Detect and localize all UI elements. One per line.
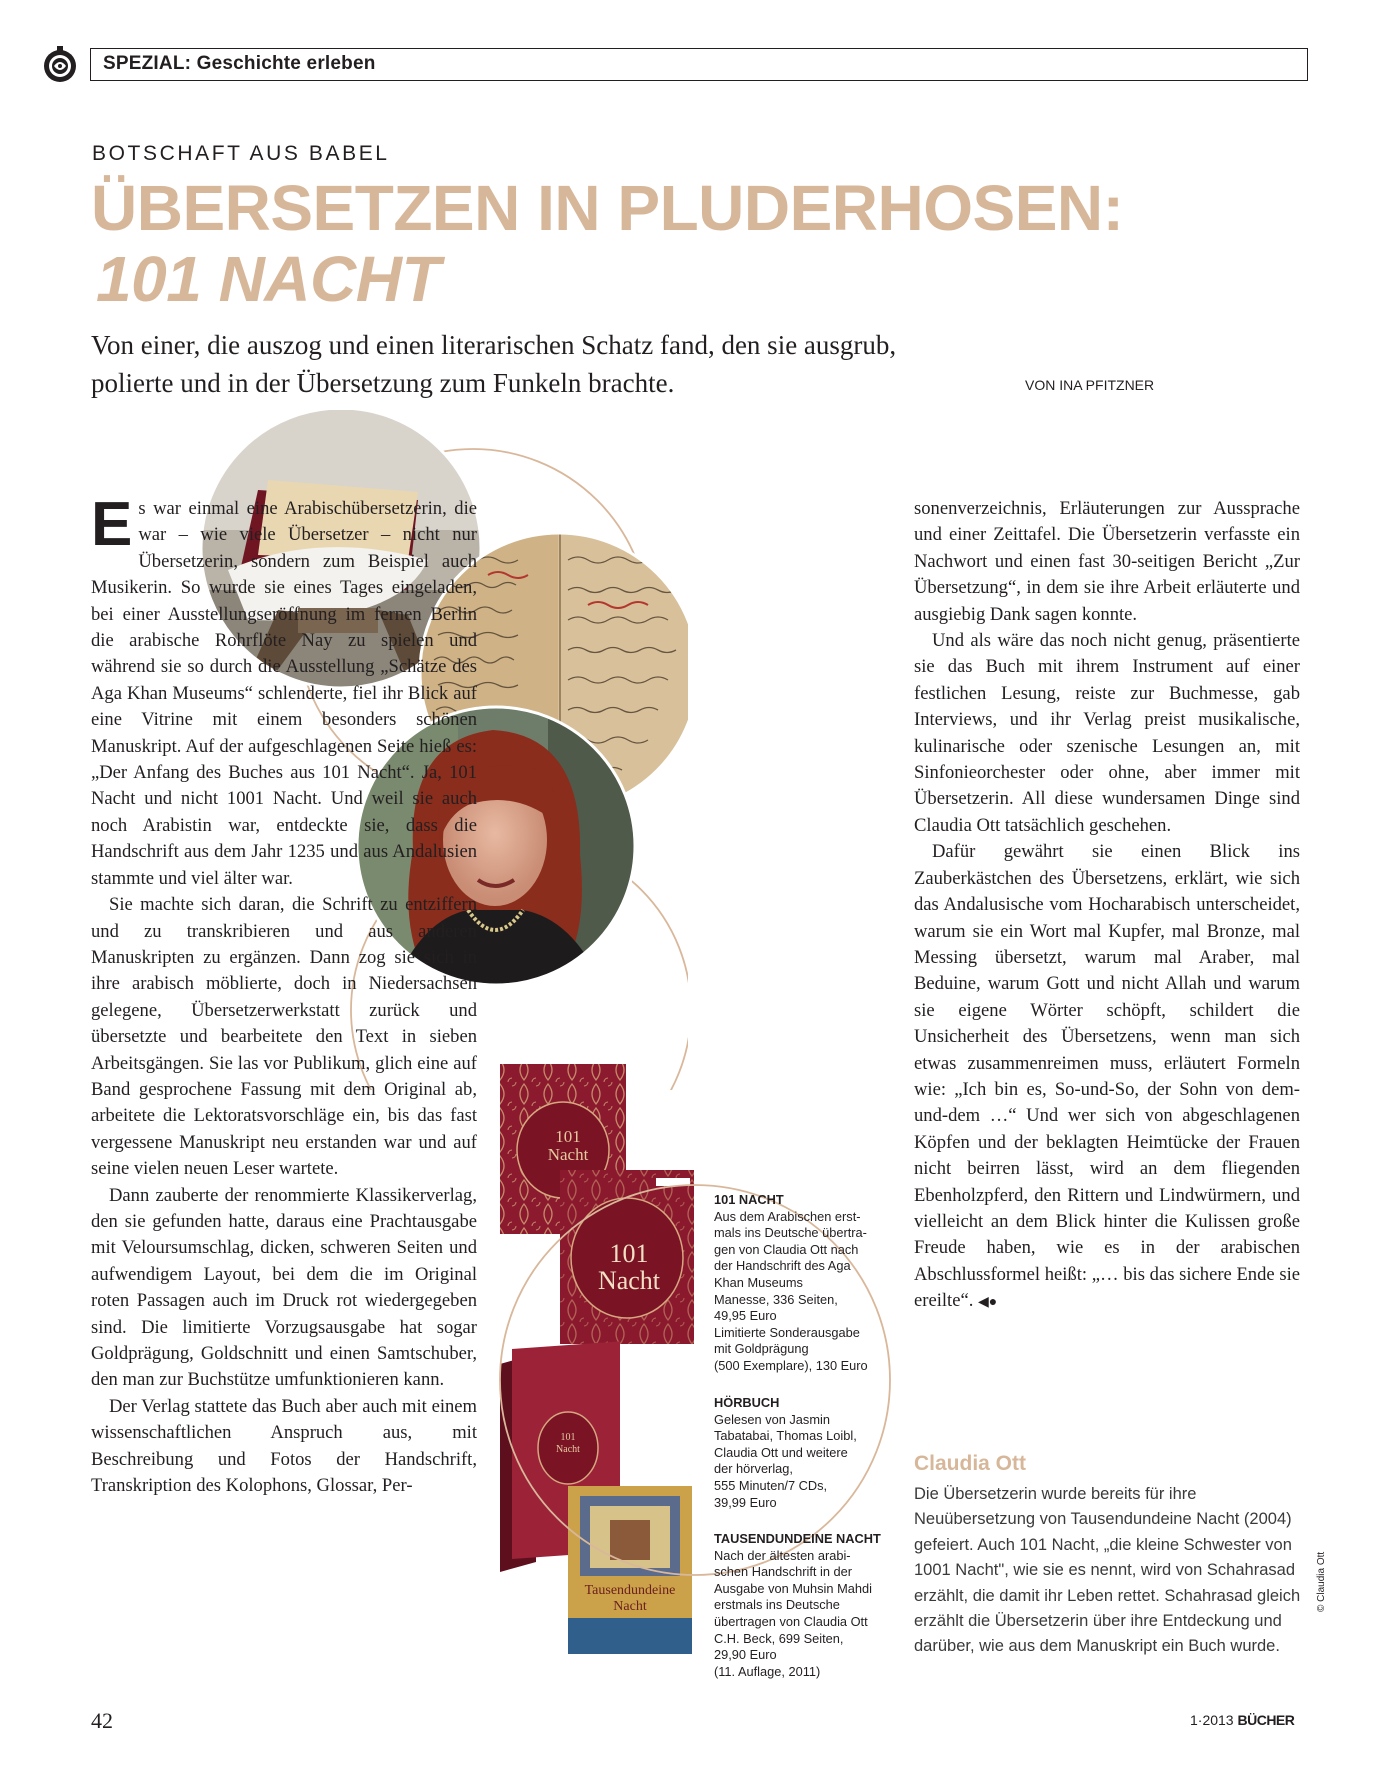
info-box-title: Claudia Ott [914, 1452, 1027, 1475]
caption-line: schen Handschrift in der [714, 1564, 852, 1580]
cover4-title [568, 1583, 692, 1615]
article-column-right [914, 496, 1300, 1317]
cover3-number: 101 [560, 1432, 576, 1443]
caption-line: C.H. Beck, 699 Seiten, [714, 1630, 844, 1646]
end-mark-icon: ◀● [978, 1295, 998, 1311]
caption-title: TAUSENDUNDEINE NACHT [714, 1531, 881, 1546]
caption-line: der hörverlag, [714, 1461, 793, 1477]
caption-line: Nach der ältesten arabi- [714, 1547, 851, 1563]
cover3-word: Nacht [556, 1444, 580, 1455]
caption-line: Tabatabai, Thomas Loibl, [714, 1428, 857, 1444]
section-header [90, 48, 1308, 81]
book-caption [714, 1192, 889, 1375]
magazine-brand: BÜCHER [1237, 1712, 1295, 1728]
caption-line: der Handschrift des Aga [714, 1258, 851, 1274]
caption-line: mit Goldprägung [714, 1341, 809, 1357]
cover4-word-b: Nacht [613, 1599, 647, 1614]
paragraph [914, 839, 1300, 1316]
caption-line: Aus dem Arabischen erst- [714, 1208, 861, 1224]
cover2-number: 101 [609, 1239, 649, 1268]
caption-line: Claudia Ott und weitere [714, 1444, 848, 1460]
cover1-title [498, 1128, 638, 1164]
caption-line: Limitierte Sonderausgabe [714, 1324, 860, 1340]
cover4-word-a: Tausendundeine [584, 1583, 676, 1598]
caption-line: 49,95 Euro [714, 1308, 777, 1324]
caption-line: mals ins Deutsche übertra- [714, 1225, 867, 1241]
caption-line: Ausgabe von Muhsin Mahdi [714, 1580, 872, 1596]
paragraph: Dann zauberte der renommierte Klassikerverlag, den sie gefunden hatte, daraus eine Prachtausgabe mit Veloursumschlag, dicken, schweren Seiten und aufwendigem Layout, bei dem die im Original roten Passagen auch im Druck rot wiedergegeben sind. Die limitierte Vorzugsausgabe hat sogar Goldprägung, Goldschnitt und einen Samtschuber, den man zur Buchstütze umfunktionieren kann. [91, 1184, 477, 1391]
globe-rosette-icon [40, 44, 80, 84]
info-box-text: Die Übersetzerin wurde bereits für ihre Neuübersetzung von Tausendundeine Nacht (2004) gefeiert. Auch 101 Nacht, „die kleine Schwester von 1001 Nacht", wie sie es nennt, wird von Schahrasad erzählt, die damit ihr Leben rettet. Schahrasad gleich erzählt die Übersetzerin über ihre Entdeckung und darüber, wie aus dem Manuskript ein Buch wurde. [914, 1485, 1301, 1656]
caption-line: 39,99 Euro [714, 1494, 777, 1510]
caption-line: Manesse, 336 Seiten, [714, 1291, 838, 1307]
kicker: BOTSCHAFT AUS BABEL [92, 142, 390, 165]
caption-line: Khan Museums [714, 1274, 803, 1290]
article-column-left [91, 490, 477, 1499]
caption-line: (11. Auflage, 2011) [714, 1663, 821, 1679]
cover1-number: 101 [555, 1127, 581, 1146]
footer-issue [1190, 1712, 1294, 1728]
photo-credit: © Claudia Ott [1316, 1551, 1327, 1612]
drop-cap: E [91, 490, 133, 559]
caption-line: 29,90 Euro [714, 1647, 777, 1663]
subtitle-line-2: polierte und in der Übersetzung zum Funkeln brachte. [91, 368, 675, 398]
headline-line-2: 101 NACHT [96, 243, 441, 315]
caption-line: Gelesen von Jasmin [714, 1411, 830, 1427]
caption-title: HÖRBUCH [714, 1395, 780, 1410]
caption-line: übertragen von Claudia Ott [714, 1613, 868, 1629]
cover2-word: Nacht [597, 1266, 661, 1295]
caption-line: 555 Minuten/7 CDs, [714, 1477, 828, 1493]
section-title: SPEZIAL: Geschichte erleben [103, 53, 376, 74]
issue-number: 1·2013 [1190, 1712, 1238, 1728]
page-number: 42 [91, 1708, 113, 1733]
caption-line: erstmals ins Deutsche [714, 1597, 840, 1613]
cover1-word: Nacht [547, 1145, 589, 1164]
book-caption [714, 1531, 889, 1680]
paragraph-text: s war einmal eine Arabischübersetzerin, die war – wie viele Übersetzer – nicht nur Übersetzerin, sondern zum Beispiel auch Musikerin. So wurde sie eines Tages eingeladen, bei einer Ausstellungseröffnung im fernen Berlin die arabische Rohrflöte Nay zu spielen und während sie so durch die Ausstellung „Schätze des Aga Khan Museums“ schlenderte, fiel ihr Blick auf eine Vitrine mit einem besonders schönen Manuskript. Auf der aufgeschlagenen Seite hieß es: „Der Anfang des Buches aus 101 Nacht“. Ja, 101 Nacht und nicht 1001 Nacht. Und weil sie auch noch Arabistin war, entdeckte sie, dass die Handschrift aus dem Jahr 1235 und aus Andalusien stammte und viel älter war. [91, 498, 477, 889]
byline: VON INA PFITZNER [1025, 377, 1155, 393]
caption-line: gen von Claudia Ott nach [714, 1241, 859, 1257]
paragraph-text: Dafür gewährt sie einen Blick ins Zauberkästchen des Übersetzens, erklärt, wie sich das Andalusische vom Hocharabisch unterscheidet, warum sie ein Wort mal Kupfer, mal Bronze, mal Messing übersetzt, warum mal Araber, mal Beduine, warum Gott und nicht Allah und warum sie eigene Wörter schöpft, schildert die Unsicherheit des Übersetzens, wenn man sich etwas zusammenreimen muss, erläutert Formeln wie: „Ich bin es, So-und-So, der Sohn von dem-und-dem …“ Und wer sich von abgeschlagenen Köpfen und der beklagten Heimtücke der Frauen nicht beirren lässt, wird an dem fliegenden Ebenholzpferd, den Rittern und Lindwürmern, und vielleicht an dem Blick hinter die Kulissen große Freude haben, wie es in der arabischen Abschlussformel heißt: „… bis das sichere Ende sie ereilte“. [914, 841, 1300, 1312]
subtitle: Von einer, die auszog und einen literarischen Schatz fand, den sie ausgrub, [91, 330, 897, 360]
caption-title: 101 NACHT [714, 1192, 784, 1207]
headline: ÜBERSETZEN IN PLUDERHOSEN: [91, 172, 1124, 244]
book-caption [714, 1395, 889, 1511]
paragraph: Sie machte sich daran, die Schrift zu entziffern und zu transkribieren und aus anderen Manuskripten zu ergänzen. Dann zog sie sich in ihre arabisch möblierte, doch in Niedersachsen gelegene, Übersetzerwerkstatt zurück und übersetzte und bearbeitete den Text in sieben Arbeitsgängen. Sie las vor Publikum, glich eine auf Band gesprochene Fassung mit dem Original ab, arbeitete die Lektoratsvorschläge ein, bis das fast vergessene Manuskript neu erstanden war und auf seine vielen neuen Leser wartete. [91, 894, 477, 1180]
paragraph: Der Verlag stattete das Buch aber auch mit einem wissenschaftlichen Anspruch aus, mit Beschreibung und Fotos der Handschrift, Transkription des Kolophons, Glossar, Per- [91, 1395, 477, 1497]
caption-line: (500 Exemplare), 130 Euro [714, 1357, 868, 1373]
paragraph: sonenverzeichnis, Erläuterungen zur Aussprache und einer Zeittafel. Die Übersetzerin verfasste ein Nachwort und einen fast 30-seitigen Bericht „Zur Übersetzung“, in dem sie ihre Arbeit erläuterte und ausgiebig Dank sagen konnte. [914, 498, 1300, 625]
paragraph: Und als wäre das noch nicht genug, präsentierte sie das Buch mit ihrem Instrument auf einer festlichen Lesung, reiste zur Buchmesse, gab Interviews, und ihr Verlag preist musikalische, kulinarische oder szenische Lesungen an, mit Sinfonieorchester oder ohne, aber immer mit Übersetzerin. All diese wundersamen Dinge sind Claudia Ott tatsächlich geschehen. [914, 630, 1300, 836]
paragraph [91, 490, 477, 892]
